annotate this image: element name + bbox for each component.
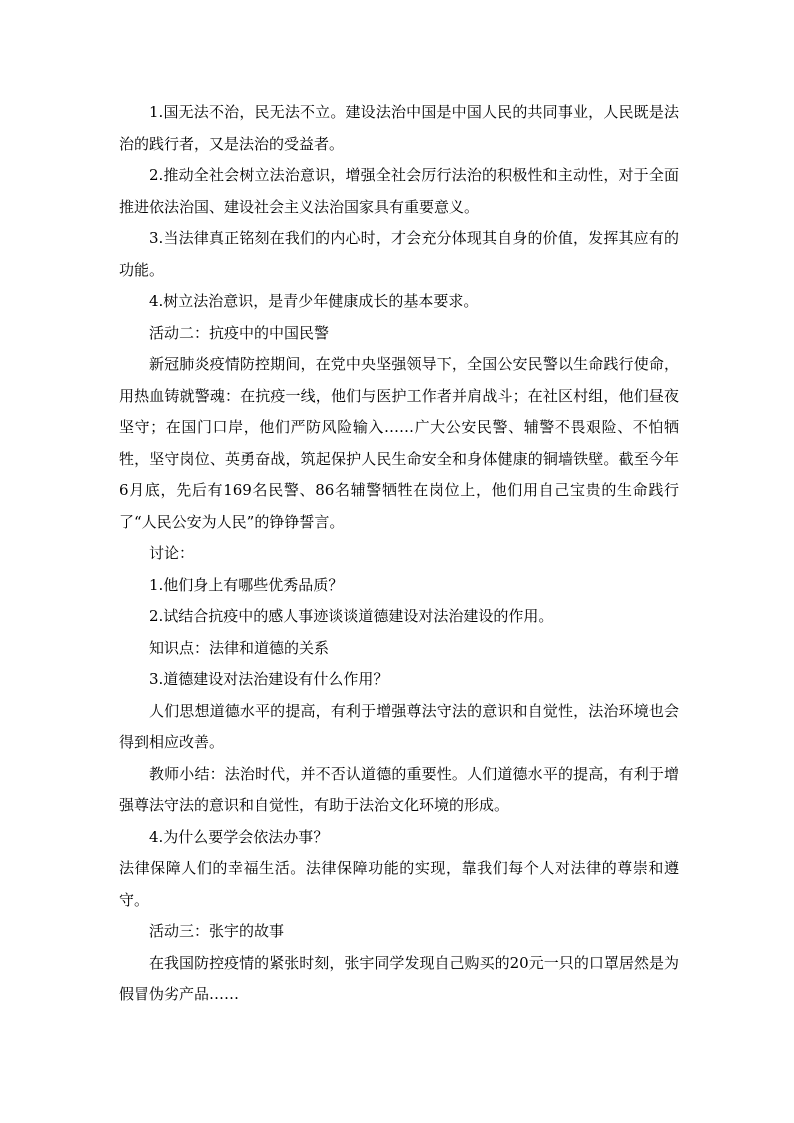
discussion-question-1: 1.他们身上有哪些优秀品质？ xyxy=(149,575,344,594)
discussion-question-2: 2.试结合抗疫中的感人事迹谈谈道德建设对法治建设的作用。 xyxy=(149,607,554,625)
activity-2-heading: 活动二：抗疫中的中国民警 xyxy=(149,323,330,342)
paragraph-1: 1.国无法不治，民无法不立。建设法治中国是中国人民的共同事业，人民既是法治的践行者，又是法治的受益者。 xyxy=(119,103,679,153)
answer-3: 人们思想道德水平的提高，有利于增强尊法守法的意识和自觉性，法治环境也会得到相应改善。 xyxy=(119,701,679,751)
activity-2-story: 新冠肺炎疫情防控期间，在党中央坚强领导下，全国公安民警以生命践行使命，用热血铸就警魂：在抗疫一线，他们与医护工作者并肩战斗；在社区村组，他们昼夜坚守；在国门口岸，他们严防风险输入……广大公安民警、辅警不畏艰险、不怕牺牲，坚守岗位、英勇奋战，筑起保护人民生命安全和身体健康的铜墙铁壁。截至今年6月底，先后有169名民警、86名辅警牺牲在岗位上，他们用自己宝贵的生命践行了“人民公安为人民”的铮铮誓言。 xyxy=(119,355,679,531)
paragraph-4: 4.树立法治意识，是青少年健康成长的基本要求。 xyxy=(149,292,479,310)
question-3: 3.道德建设对法治建设有什么作用？ xyxy=(149,670,389,688)
knowledge-point-heading: 知识点：法律和道德的关系 xyxy=(149,638,330,657)
teacher-summary: 教师小结：法治时代，并不否认道德的重要性。人们道德水平的提高，有利于增强尊法守法的意识和自觉性，有助于法治文化环境的形成。 xyxy=(119,764,679,814)
paragraph-3: 3.当法律真正铭刻在我们的内心时，才会充分体现其自身的价值，发挥其应有的功能。 xyxy=(119,229,679,279)
discussion-label: 讨论： xyxy=(149,544,195,562)
activity-3-story: 在我国防控疫情的紧张时刻，张宇同学发现自己购买的20元一只的口罩居然是为假冒伪劣产品…… xyxy=(119,953,679,1003)
activity-3-heading: 活动三：张宇的故事 xyxy=(149,922,285,940)
paragraph-2: 2.推动全社会树立法治意识，增强全社会厉行法治的积极性和主动性，对于全面推进依法治国、建设社会主义法治国家具有重要意义。 xyxy=(119,166,679,216)
answer-4: 法律保障人们的幸福生活。法律保障功能的实现，靠我们每个人对法律的尊崇和遵守。 xyxy=(119,859,679,909)
question-4: 4.为什么要学会依法办事？ xyxy=(149,827,329,846)
document-body xyxy=(119,97,679,1011)
